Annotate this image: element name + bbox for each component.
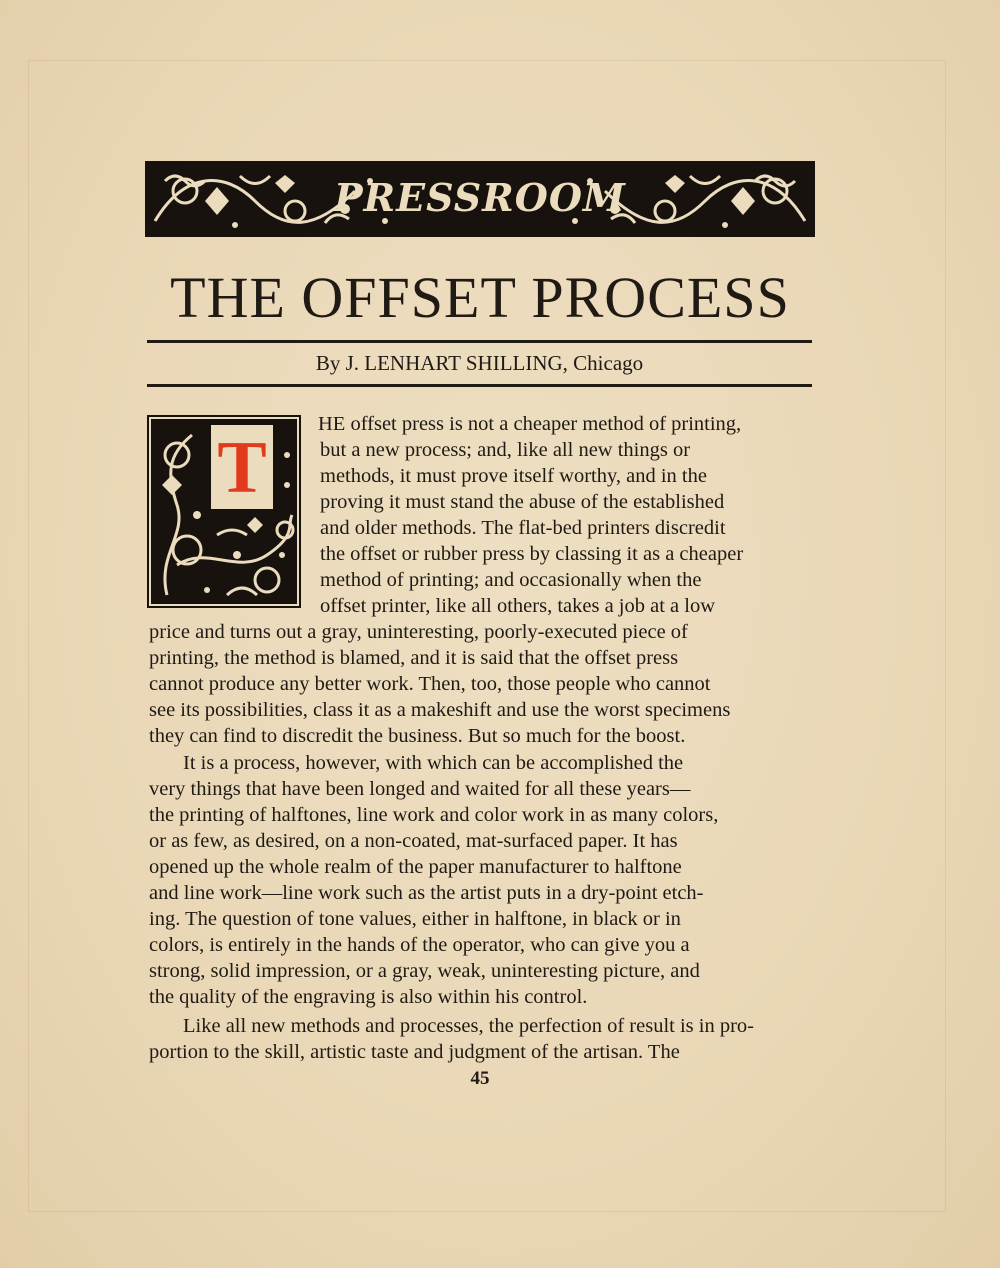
top-rule — [147, 340, 812, 343]
pressroom-banner — [145, 161, 815, 237]
body-line: ing. The question of tone values, either in halftone, in black or in — [149, 908, 681, 930]
body-line: printing, the method is blamed, and it is said that the offset press — [149, 647, 679, 669]
body-line: very things that have been longed and waited for all these years— — [149, 778, 691, 800]
body-line: they can find to discredit the business. But so much for the boost. — [149, 725, 686, 747]
byline: By J. LENHART SHILLING, Chicago — [315, 351, 644, 375]
body-line: strong, solid impression, or a gray, weak, uninteresting picture, and — [149, 960, 700, 982]
body-line: and older methods. The flat-bed printers discredit — [320, 517, 726, 539]
body-line: HE offset press is not a cheaper method of printing, — [318, 413, 742, 435]
page-number: 45 — [470, 1068, 490, 1089]
banner-title: PRESSROOM — [333, 175, 626, 220]
body-line: price and turns out a gray, uninteresting, poorly-executed piece of — [149, 621, 688, 643]
body-line: see its possibilities, class it as a makeshift and use the worst specimens — [149, 699, 731, 721]
body-line: It is a process, however, with which can be accomplished the — [183, 752, 684, 774]
body-line: but a new process; and, like all new things or — [320, 439, 691, 461]
body-line: offset printer, like all others, takes a job at a low — [320, 595, 716, 617]
bottom-rule — [147, 384, 812, 387]
body-line: colors, is entirely in the hands of the operator, who can give you a — [149, 934, 690, 956]
body-line: opened up the whole realm of the paper manufacturer to halftone — [149, 856, 682, 878]
body-line: the quality of the engraving is also within his control. — [149, 986, 588, 1008]
drop-cap-letter: T — [217, 427, 267, 509]
body-line: proving it must stand the abuse of the established — [320, 491, 725, 513]
body-line: Like all new methods and processes, the perfection of result is in pro- — [183, 1015, 754, 1037]
body-line: cannot produce any better work. Then, too, those people who cannot — [149, 673, 711, 695]
body-line: the offset or rubber press by classing it as a cheaper — [320, 543, 744, 565]
body-line: method of printing; and occasionally when the — [320, 569, 702, 591]
body-line: methods, it must prove itself worthy, and in the — [320, 465, 707, 487]
body-line: and line work—line work such as the artist puts in a dry-point etch- — [149, 882, 704, 904]
drop-cap-ornament — [147, 415, 301, 608]
body-line: portion to the skill, artistic taste and judgment of the artisan. The — [149, 1041, 680, 1063]
body-line: or as few, as desired, on a non-coated, mat-surfaced paper. It has — [149, 830, 678, 852]
article-title: THE OFFSET PROCESS — [170, 265, 790, 330]
body-line: the printing of halftones, line work and color work in as many colors, — [149, 804, 719, 826]
